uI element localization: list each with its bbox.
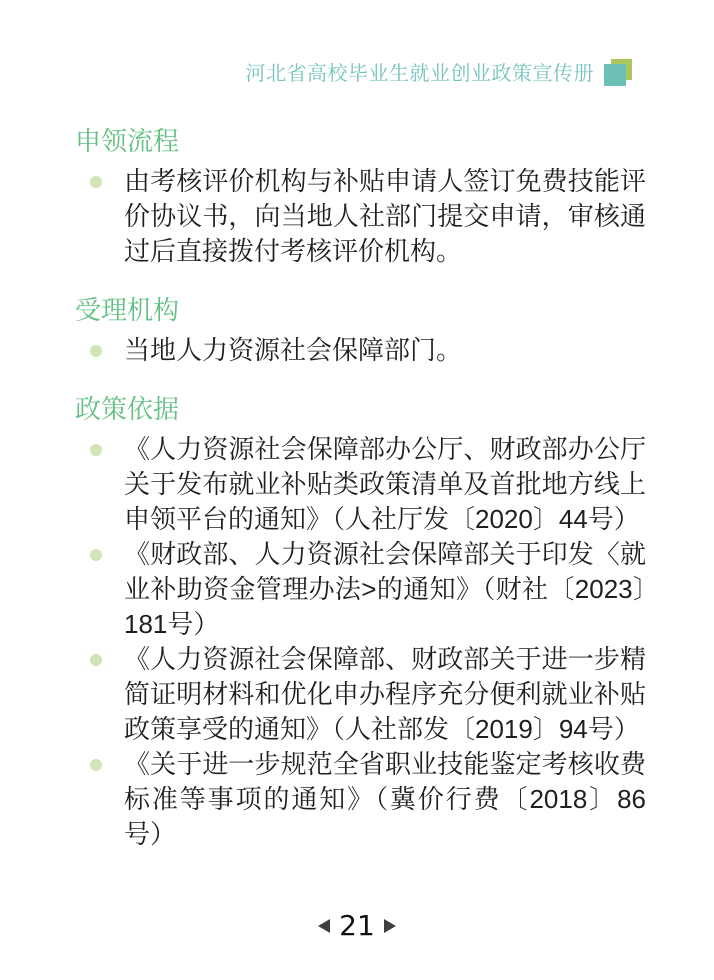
section-heading: 申领流程: [75, 126, 180, 156]
bullet-dot-icon: [90, 444, 102, 456]
section-policy-basis: [75, 394, 654, 852]
overlapping-squares-icon: [604, 59, 634, 89]
bullet-list: [75, 333, 654, 368]
list-item: [75, 164, 654, 269]
booklet-title: 河北省高校毕业生就业创业政策宣传册: [245, 63, 594, 85]
page-content: [0, 126, 714, 852]
list-item: [75, 537, 654, 642]
section-application-process: [75, 126, 654, 269]
section-heading: 政策依据: [75, 394, 180, 424]
bullet-dot-icon: [90, 176, 102, 188]
section-heading: 受理机构: [75, 295, 180, 325]
next-page-icon[interactable]: [384, 919, 396, 933]
bullet-dot-icon: [90, 759, 102, 771]
list-item-text: 《财政部、人力资源社会保障部关于印发〈就业补助资金管理办法>的通知》（财社〔2023〕181号）: [124, 539, 646, 639]
previous-page-icon[interactable]: [318, 919, 330, 933]
section-accepting-agency: [75, 295, 654, 368]
list-item: [75, 642, 654, 747]
bullet-dot-icon: [90, 345, 102, 357]
pager: [0, 909, 714, 942]
list-item: [75, 333, 654, 368]
page-header: [0, 58, 714, 90]
list-item-text: 《关于进一步规范全省职业技能鉴定考核收费标准等事项的通知》（冀价行费〔2018〕86号）: [124, 749, 646, 849]
list-item-text: 《人力资源社会保障部办公厅、财政部办公厅关于发布就业补贴类政策清单及首批地方线上申领平台的通知》（人社厅发〔2020〕44号）: [124, 434, 646, 534]
bullet-list: [75, 164, 654, 269]
list-item: [75, 432, 654, 537]
list-item-text: 由考核评价机构与补贴申请人签订免费技能评价协议书，向当地人社部门提交申请，审核通过后直接拨付考核评价机构。: [124, 166, 646, 266]
bullet-dot-icon: [90, 654, 102, 666]
list-item: [75, 747, 654, 852]
page-number: 21: [339, 909, 375, 942]
list-item-text: 当地人力资源社会保障部门。: [124, 335, 463, 365]
teal-square: [604, 64, 626, 86]
list-item-text: 《人力资源社会保障部、财政部关于进一步精简证明材料和优化申办程序充分便利就业补贴政策享受的通知》（人社部发〔2019〕94号）: [124, 644, 646, 744]
bullet-dot-icon: [90, 549, 102, 561]
bullet-list: [75, 432, 654, 852]
